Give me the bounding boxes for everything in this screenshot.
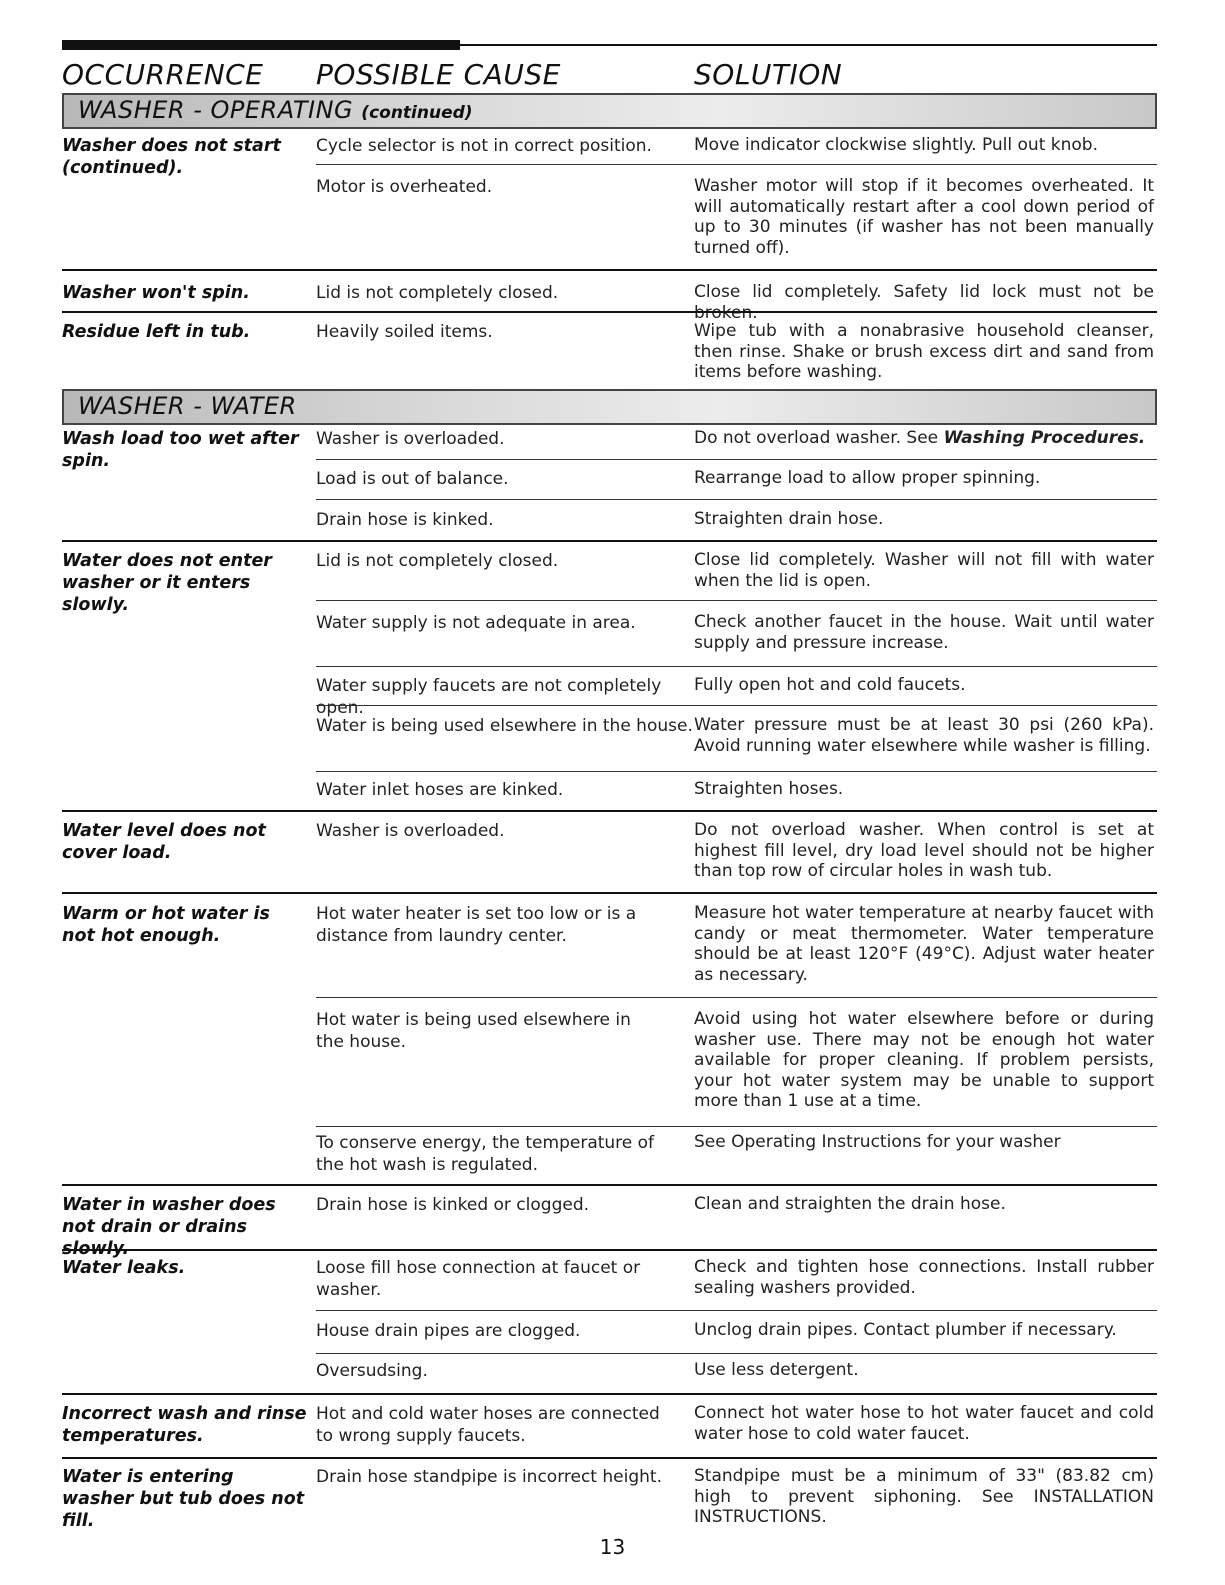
cause-text: Oversudsing. — [316, 1361, 428, 1381]
solution-text: Avoid using hot water elsewhere before or during washer use. There may not be enough hot water available for proper cleaning. If problem persists, your hot water system may be unable to support more than 1 use at a time. — [694, 1009, 1154, 1111]
cause-text: Heavily soiled items. — [316, 322, 493, 342]
section-title-water: WASHER - WATER — [78, 392, 297, 420]
cause-text: Cycle selector is not in correct position. — [316, 136, 652, 156]
divider — [62, 1249, 1157, 1251]
cause-text: Drain hose standpipe is incorrect height. — [316, 1467, 662, 1487]
solution-text: Use less detergent. — [694, 1360, 859, 1380]
cause-text: Water inlet hoses are kinked. — [316, 780, 564, 800]
solution-text: Do not overload washer. When control is set at highest fill level, dry load level should not be higher than top row of circular holes in wash tub. — [694, 820, 1154, 881]
solution-text: Wipe tub with a nonabrasive household cleanser, then rinse. Shake or brush excess dirt and sand from items before washing. — [694, 321, 1154, 382]
cause-text: Motor is overheated. — [316, 177, 493, 197]
solution-text: See Operating Instructions for your washer — [694, 1132, 1061, 1152]
divider — [316, 1310, 1157, 1311]
divider — [62, 892, 1157, 894]
occurrence-label: Water does not enter washer or it enters slowly. — [62, 551, 272, 615]
divider — [316, 499, 1157, 500]
occurrence-label: Washer does not start (continued). — [62, 136, 281, 178]
cause-text: Lid is not completely closed. — [316, 551, 559, 571]
cause-text: Hot and cold water hoses are connected to wrong supply faucets. — [316, 1404, 660, 1446]
cause-text: Washer is overloaded. — [316, 429, 505, 449]
divider — [316, 459, 1157, 460]
header-solution: SOLUTION — [694, 58, 843, 91]
occurrence-label: Water leaks. — [62, 1258, 186, 1278]
cause-text: Water supply is not adequate in area. — [316, 613, 636, 633]
cause-text: To conserve energy, the temperature of the hot wash is regulated. — [316, 1133, 655, 1175]
occurrence-label: Incorrect wash and rinse temperatures. — [62, 1404, 307, 1446]
cause-text: House drain pipes are clogged. — [316, 1321, 581, 1341]
solution-text: Check and tighten hose connections. Install rubber sealing washers provided. — [694, 1257, 1154, 1298]
cause-text: Drain hose is kinked or clogged. — [316, 1195, 590, 1215]
cause-text: Load is out of balance. — [316, 469, 509, 489]
cause-text: Lid is not completely closed. — [316, 283, 559, 303]
divider — [316, 600, 1157, 601]
washing-procedures-reference: Washing Procedures. — [943, 428, 1146, 448]
divider — [316, 1353, 1157, 1354]
solution-text: Standpipe must be a minimum of 33" (83.82 cm) high to prevent siphoning. See INSTALLATION INSTRUCTIONS. — [694, 1466, 1154, 1527]
divider — [62, 311, 1157, 313]
header-possible-cause: POSSIBLE CAUSE — [316, 58, 561, 91]
divider — [316, 997, 1157, 998]
cause-text: Water is being used elsewhere in the house. — [316, 716, 693, 736]
divider — [62, 269, 1157, 271]
occurrence-label: Washer won't spin. — [62, 283, 250, 303]
solution-text: Move indicator clockwise slightly. Pull out knob. — [694, 135, 1098, 155]
solution-text: Rearrange load to allow proper spinning. — [694, 468, 1041, 488]
cause-text: Hot water heater is set too low or is a distance from laundry center. — [316, 904, 637, 946]
divider — [316, 771, 1157, 772]
solution-text: Measure hot water temperature at nearby faucet with candy or meat thermometer. Water temperature should be at least 120°F (49°C). Adjust water heater as necessary. — [694, 903, 1154, 985]
solution-text: Close lid completely. Safety lid lock must not be broken. — [694, 282, 1154, 323]
top-bar — [62, 40, 1157, 50]
divider — [316, 164, 1157, 165]
solution-text: Clean and straighten the drain hose. — [694, 1194, 1006, 1214]
cause-text: Washer is overloaded. — [316, 821, 505, 841]
cause-text: Hot water is being used elsewhere in the house. — [316, 1010, 631, 1052]
occurrence-label: Water in washer does not drain or drains slowly. — [62, 1195, 276, 1259]
cause-text: Drain hose is kinked. — [316, 510, 494, 530]
occurrence-label: Wash load too wet after spin. — [62, 429, 299, 471]
solution-text: Do not overload washer. See Washing Procedures. — [694, 428, 1146, 448]
section-band-operating — [62, 93, 1157, 129]
divider — [62, 1457, 1157, 1459]
divider — [62, 810, 1157, 812]
solution-text: Unclog drain pipes. Contact plumber if necessary. — [694, 1320, 1117, 1340]
solution-text: Connect hot water hose to hot water faucet and cold water hose to cold water faucet. — [694, 1403, 1154, 1444]
section-title-operating: WASHER - OPERATING — [78, 96, 354, 124]
page-number: 13 — [599, 1535, 626, 1559]
divider — [316, 705, 1157, 706]
divider — [62, 540, 1157, 542]
divider — [316, 666, 1157, 667]
solution-text: Water pressure must be at least 30 psi (260 kPa). Avoid running water elsewhere while washer is filling. — [694, 715, 1154, 756]
header-occurrence: OCCURRENCE — [62, 58, 264, 91]
occurrence-label: Residue left in tub. — [62, 322, 251, 342]
occurrence-label: Water is entering washer but tub does not fill. — [62, 1467, 305, 1531]
divider — [316, 1126, 1157, 1127]
section-band-water — [62, 389, 1157, 425]
section-suffix-continued: (continued) — [361, 103, 473, 123]
solution-text: Fully open hot and cold faucets. — [694, 675, 966, 695]
solution-text: Straighten hoses. — [694, 779, 844, 799]
solution-text: Close lid completely. Washer will not fill with water when the lid is open. — [694, 550, 1154, 591]
solution-text: Check another faucet in the house. Wait until water supply and pressure increase. — [694, 612, 1154, 653]
divider — [62, 1393, 1157, 1395]
solution-text: Straighten drain hose. — [694, 509, 884, 529]
occurrence-label: Warm or hot water is not hot enough. — [62, 904, 270, 946]
solution-text: Washer motor will stop if it becomes overheated. It will automatically restart after a cool down period of up to 30 minutes (if washer has not been manually turned off). — [694, 176, 1154, 258]
cause-text: Water supply faucets are not completely open. — [316, 676, 662, 718]
divider — [62, 1184, 1157, 1186]
occurrence-label: Water level does not cover load. — [62, 821, 266, 863]
cause-text: Loose fill hose connection at faucet or washer. — [316, 1258, 641, 1300]
